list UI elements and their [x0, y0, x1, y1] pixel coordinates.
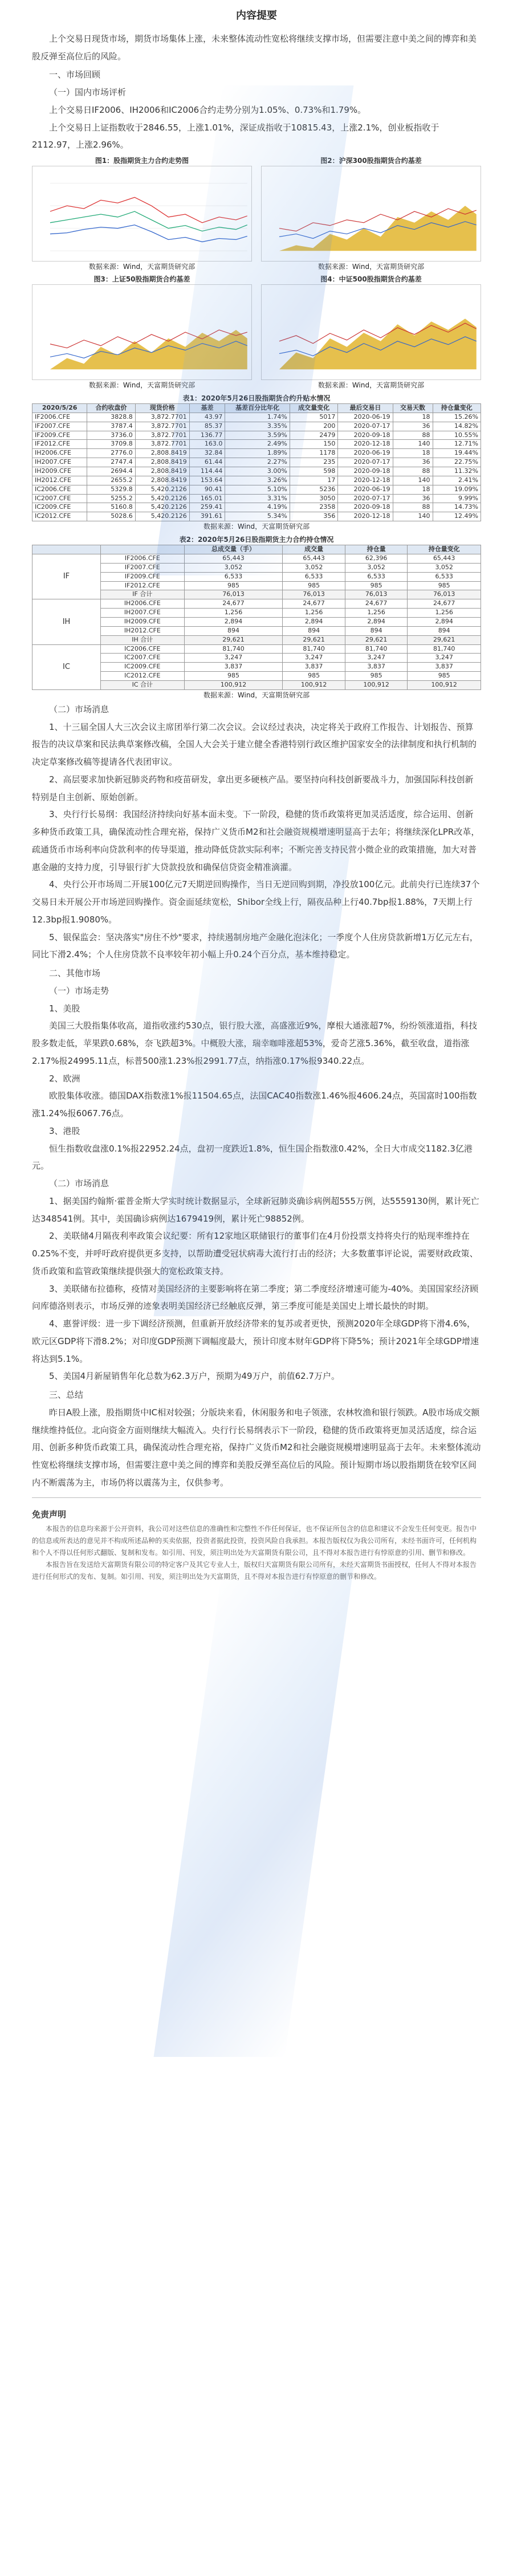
disclaimer-heading: 免责声明: [32, 1509, 67, 1520]
news-item: 2、美联储4月隔夜利率政策会议纪要：所有12家地区联储银行的董事们在4月份投票支持将央行的贴现率维持在0.25%不变，并呼吁政府提供更多支持，以帮助遭受冠状病毒大流行打击的经济；大多数董事评论说，需要财政政策、货币政策和监管政策继续提供强大的宽松政策支持。: [32, 1231, 478, 1276]
table-cell: IF2007.CFE: [101, 563, 185, 572]
table-cell: IH2007.CFE: [32, 458, 87, 467]
table-cell: 150: [290, 440, 337, 449]
review-paragraph: 上个交易日上证指数收于2846.55，上涨1.01%，深证成指收于10815.43，上涨2.1%，创业板指收于2112.97，上涨2.96%。: [32, 122, 439, 150]
table-cell: 61.44: [189, 458, 225, 467]
table-cell: 114.44: [189, 467, 225, 476]
column-header: 基差: [189, 404, 225, 413]
table-cell: 5028.6: [87, 512, 135, 521]
table-cell: 3709.8: [87, 440, 135, 449]
table-cell: 3050: [290, 494, 337, 503]
table-cell: 1,256: [184, 609, 283, 618]
table-cell: 6,533: [345, 572, 408, 581]
subsection-heading: （一）市场走势: [49, 985, 109, 996]
table-cell: 259.41: [189, 503, 225, 512]
table-cell: 985: [345, 672, 408, 681]
table-cell: IH2012.CFE: [32, 476, 87, 485]
table-cell: 3,837: [345, 663, 408, 672]
figure-source: 数据来源：Wind，天富期货研究部: [88, 381, 196, 389]
table-cell: 4.19%: [225, 503, 290, 512]
column-header: 交易天数: [393, 404, 433, 413]
table-header-row: [32, 545, 481, 554]
table-cell: IF 合计: [101, 590, 185, 599]
table-cell: 29,621: [184, 635, 283, 644]
table-cell: 6,533: [408, 572, 481, 581]
table-cell: 81,740: [283, 644, 345, 654]
table-cell: 3,872.7701: [135, 431, 189, 440]
market-paragraph: 美国三大股指集体收高，道指收涨约530点，银行股大涨，高盛涨近9%，摩根大通涨超7%，纷纷领涨道指，科技股多数走低，苹果跌0.68%，奈飞跌超3%。中概股大涨，瑞幸咖啡涨超53%，爱奇艺涨5.36%，截至收盘，道指涨2.17%报24995.11点，标普500涨1.23%报2991.77点，纳指涨0.17%报9340.22点。: [32, 1020, 478, 1066]
table-cell: 3736.0: [87, 431, 135, 440]
table-cell: 88: [393, 503, 433, 512]
table-cell: 2020-09-18: [338, 503, 393, 512]
table-cell: 3.35%: [225, 422, 290, 431]
table-cell: IC2009.CFE: [101, 663, 185, 672]
table-cell: 43.97: [189, 413, 225, 422]
news-item: 4、央行公开市场周二开展100亿元7天期逆回购操作，当日无逆回购到期，净投放100亿元。此前央行已连续37个交易日未开展公开市场逆回购操作。资金面延续宽松，Shibor全线上行，隔夜品种上行40.7bp报1.88%，7天期上行12.3bp报1.9080%。: [32, 879, 480, 925]
column-header: 2020/5/26: [32, 404, 87, 413]
basis-chart: [32, 284, 252, 380]
table-cell: 2,808.8419: [135, 449, 189, 458]
table-cell: 32.84: [189, 449, 225, 458]
figure-title: 图3：上证50股指期货合约基差: [93, 275, 190, 284]
column-header: 持仓量变化: [433, 404, 481, 413]
table-cell: 165.01: [189, 494, 225, 503]
table-cell: 3.59%: [225, 431, 290, 440]
table-cell: 11.32%: [433, 467, 481, 476]
table-cell: 2020-12-18: [338, 440, 393, 449]
table-cell: 1.74%: [225, 413, 290, 422]
group-cell: IH: [32, 599, 101, 644]
table-cell: 9.99%: [433, 494, 481, 503]
table-cell: 6,533: [184, 572, 283, 581]
table-cell: 153.64: [189, 476, 225, 485]
column-header: 成交量变化: [290, 404, 337, 413]
table-cell: IH2007.CFE: [101, 609, 185, 618]
table-cell: 17: [290, 476, 337, 485]
table-cell: 3,052: [184, 563, 283, 572]
table-cell: 5.34%: [225, 512, 290, 521]
table-cell: 5,420.2126: [135, 494, 189, 503]
table-row: [32, 485, 481, 494]
table-cell: 65,443: [408, 554, 481, 564]
table-cell: 90.41: [189, 485, 225, 494]
table-cell: 235: [290, 458, 337, 467]
table-cell: 5,420.2126: [135, 512, 189, 521]
table-cell: 3.26%: [225, 476, 290, 485]
table-cell: IF2006.CFE: [101, 554, 185, 564]
table-cell: 985: [408, 672, 481, 681]
table-cell: 2.49%: [225, 440, 290, 449]
basis-chart: [261, 166, 481, 262]
table-cell: 24,677: [408, 599, 481, 609]
figure-title: 图1：股指期货主力合约走势图: [95, 157, 189, 165]
basis-table: [32, 403, 481, 521]
column-header: 最后交易日: [338, 404, 393, 413]
column-header: 基差百分比年化: [225, 404, 290, 413]
table-cell: 65,443: [184, 554, 283, 564]
market-paragraph: 恒生指数收盘涨0.1%报22952.24点，盘初一度跌近1.8%，恒生国企指数涨0.42%，全日大市成交1182.3亿港元。: [32, 1143, 473, 1171]
summary-text: 上个交易日现货市场，期货市场集体上涨，未来整体流动性宽松将继续支撑市场，但需要注意中美之间的博弈和美股反弹至高位后的风险。: [32, 33, 477, 62]
table-cell: IF2007.CFE: [32, 422, 87, 431]
table-cell: 1,256: [408, 609, 481, 618]
figure-2: [261, 156, 481, 272]
table-cell: IF2009.CFE: [32, 431, 87, 440]
figure-source: 数据来源：Wind，天富期货研究部: [88, 262, 196, 271]
table-cell: 76,013: [184, 590, 283, 599]
table-cell: 65,443: [283, 554, 345, 564]
table-cell: IH 合计: [101, 635, 185, 644]
table-cell: IC2006.CFE: [32, 485, 87, 494]
table-cell: IC2007.CFE: [101, 654, 185, 663]
table-cell: IH2012.CFE: [101, 626, 185, 635]
column-header: 持仓量: [345, 545, 408, 554]
table-row: [32, 503, 481, 512]
table-cell: 3,247: [283, 654, 345, 663]
table-cell: IC 合计: [101, 680, 185, 689]
table-cell: 2,894: [184, 618, 283, 627]
section-heading: 三、总结: [49, 1390, 84, 1401]
table-cell: 985: [283, 581, 345, 590]
table-row: [32, 467, 481, 476]
table-cell: 3.00%: [225, 467, 290, 476]
table-cell: 2020-06-19: [338, 485, 393, 494]
table-cell: 15.26%: [433, 413, 481, 422]
table-cell: 12.49%: [433, 512, 481, 521]
table-cell: 100,912: [184, 680, 283, 689]
table-cell: 3,837: [283, 663, 345, 672]
table-cell: IC2006.CFE: [101, 644, 185, 654]
table-cell: 2,894: [408, 618, 481, 627]
table-cell: 100,912: [283, 680, 345, 689]
figure-title: 图4：中证500股指期货合约基差: [320, 275, 422, 284]
table-cell: 24,677: [345, 599, 408, 609]
column-header: 成交量: [283, 545, 345, 554]
table-cell: 14.73%: [433, 503, 481, 512]
column-header: 现货价格: [135, 404, 189, 413]
divider: [32, 1497, 481, 1498]
watermark: [154, 1567, 354, 2057]
table-row: [32, 554, 481, 564]
table-cell: IH2006.CFE: [101, 599, 185, 609]
table-cell: 894: [184, 626, 283, 635]
table-cell: 3,837: [184, 663, 283, 672]
table-cell: 18: [393, 485, 433, 494]
news-item: 3、美联储布拉德称，疫情对美国经济的主要影响将在第二季度；第二季度经济增速可能为-40%。美国国家经济顾问库德洛则表示，市场反弹的迹象表明美国经济已经触底反弹，第三季度可能是美国史上增长最快的时期。: [32, 1283, 479, 1312]
table-cell: 36: [393, 458, 433, 467]
table-cell: 894: [283, 626, 345, 635]
table-cell: 3,052: [283, 563, 345, 572]
basis-chart: [261, 284, 481, 380]
table-cell: IF2012.CFE: [101, 581, 185, 590]
table-cell: 2,808.8419: [135, 458, 189, 467]
table-cell: 3,052: [345, 563, 408, 572]
table-cell: 29,621: [283, 635, 345, 644]
table-cell: 5160.8: [87, 503, 135, 512]
table-cell: IH2009.CFE: [101, 618, 185, 627]
news-item: 5、银保监会：坚决落实"房住不炒"要求，持续遏制房地产金融化泡沫化；一季度个人住房贷款新增1万亿元左右，同比下滑2.4%；个人住房贷款不良率较年初小幅上升0.24个百分点，基本维持稳定。: [32, 932, 478, 960]
table-cell: 22.75%: [433, 458, 481, 467]
table-row: [32, 599, 481, 609]
table-cell: 2,808.8419: [135, 467, 189, 476]
figure-3: [32, 275, 252, 391]
table-source: 数据来源：Wind，天富期货研究部: [203, 522, 310, 531]
table-cell: 81,740: [345, 644, 408, 654]
table-cell: 985: [184, 581, 283, 590]
table-cell: 14.82%: [433, 422, 481, 431]
subsection-heading: （二）市场消息: [49, 704, 109, 715]
table-cell: 62,396: [345, 554, 408, 564]
table-cell: 2020-06-19: [338, 449, 393, 458]
table-cell: 2020-09-18: [338, 431, 393, 440]
table-cell: 3,837: [408, 663, 481, 672]
news-item: 1、十三届全国人大三次会议主席团举行第二次会议。会议经过表决，决定将关于政府工作报告、计划报告、预算报告的决议草案和民法典草案修改稿，全国人大会关于建立健全香港特别行政区维护国家安全的法律制度和执行机制的决定草案修改稿等提请各代表团审议。: [32, 721, 477, 768]
market-heading: 2、欧洲: [49, 1073, 80, 1084]
review-paragraph: 上个交易日IF2006、IH2006和IC2006合约走势分别为1.05%、0.73%和1.79%。: [49, 104, 367, 115]
news-item: 5、美国4月新屋销售年化总数为62.3万户，预期为49万户，前值62.7万户。: [49, 1371, 340, 1382]
table-cell: 985: [184, 672, 283, 681]
table-cell: 2.41%: [433, 476, 481, 485]
table-cell: 12.71%: [433, 440, 481, 449]
table-cell: 19.44%: [433, 449, 481, 458]
table-cell: 2020-12-18: [338, 476, 393, 485]
column-header: 持仓量变化: [408, 545, 481, 554]
table-cell: IH2006.CFE: [32, 449, 87, 458]
table-cell: 2,894: [283, 618, 345, 627]
table-cell: IH2009.CFE: [32, 467, 87, 476]
table-cell: 88: [393, 431, 433, 440]
table-cell: 19.09%: [433, 485, 481, 494]
table-cell: 36: [393, 422, 433, 431]
table-cell: 76,013: [345, 590, 408, 599]
table-cell: 5017: [290, 413, 337, 422]
table-cell: 985: [408, 581, 481, 590]
column-header: [101, 545, 185, 554]
figure-title: 图2：沪深300股指期货合约基差: [320, 157, 422, 165]
table-row: [32, 422, 481, 431]
table-cell: 3,247: [184, 654, 283, 663]
table-cell: 5,420.2126: [135, 503, 189, 512]
table-cell: 2358: [290, 503, 337, 512]
table-cell: 1,256: [345, 609, 408, 618]
section-heading: 一、市场回顾: [49, 70, 101, 80]
table-cell: 18: [393, 449, 433, 458]
table-cell: 85.37: [189, 422, 225, 431]
table-cell: 3787.4: [87, 422, 135, 431]
disclaimer-text: 本报告的信息均来源于公开资料，我公司对这些信息的准确性和完整性不作任何保证，也不保证所包含的信息和建议不会发生任何变更。报告中的信息或所表达的意见并不构成所述品种的买卖依据，投资者据此投资，投资风险自我承担。本报告版权仅为我公司所有，未经书面许可，任何机构和个人不得以任何形式翻版、复制和发布。如引用、刊发，须注明出处为天富期货有限公司，且不得对本报告进行有悖原意的引用、删节和修改。: [32, 1525, 477, 1557]
table-row: [32, 644, 481, 654]
table-cell: 356: [290, 512, 337, 521]
table-cell: 985: [345, 581, 408, 590]
table-cell: 3828.8: [87, 413, 135, 422]
group-cell: IC: [32, 644, 101, 689]
table-cell: 2.27%: [225, 458, 290, 467]
section-heading: 二、其他市场: [49, 968, 101, 979]
figure-source: 数据来源：Wind，天富期货研究部: [317, 381, 425, 389]
table-cell: IC2012.CFE: [101, 672, 185, 681]
column-header: [32, 545, 101, 554]
table-cell: 985: [283, 672, 345, 681]
table-cell: 3,872.7701: [135, 422, 189, 431]
table-cell: 163.0: [189, 440, 225, 449]
table-cell: IF2009.CFE: [101, 572, 185, 581]
table-cell: 2655.2: [87, 476, 135, 485]
table-cell: 3,872.7701: [135, 413, 189, 422]
table-cell: 3.31%: [225, 494, 290, 503]
table-cell: 5329.8: [87, 485, 135, 494]
table-header-row: [32, 404, 481, 413]
figure-1: [32, 156, 252, 272]
table-cell: 2694.4: [87, 467, 135, 476]
table-cell: 140: [393, 476, 433, 485]
table-row: [32, 512, 481, 521]
table-cell: 29,621: [345, 635, 408, 644]
table-row: [32, 494, 481, 503]
table-cell: 2776.0: [87, 449, 135, 458]
table-cell: 3,247: [345, 654, 408, 663]
disclaimer-text: 本报告旨在发送给天富期货有限公司的特定客户及其它专业人士，版权归天富期货有限公司所有，未经天富期货书面授权，任何人不得对本报告进行任何形式的发布、复制。如引用、刊发，须注明出处为天富期货，且不得对本报告进行有悖原意的删节和修改。: [32, 1561, 477, 1581]
table-cell: 391.61: [189, 512, 225, 521]
table-cell: IF2006.CFE: [32, 413, 87, 422]
subsection-heading: （二）市场消息: [49, 1178, 109, 1189]
table-cell: 2020-06-19: [338, 413, 393, 422]
table-cell: 5.10%: [225, 485, 290, 494]
table-cell: 1.89%: [225, 449, 290, 458]
news-item: 1、据美国约翰斯·霍普金斯大学实时统计数据显示，全球新冠肺炎确诊病例超555万例，达5559130例，累计死亡达348541例。其中，美国确诊病例达1679419例，累计死亡98852例。: [32, 1195, 479, 1224]
table-cell: 3,052: [408, 563, 481, 572]
table-cell: 6,533: [283, 572, 345, 581]
table-cell: 2747.4: [87, 458, 135, 467]
table-cell: 10.55%: [433, 431, 481, 440]
table-title: 表1：2020年5月26日股指期货合约升贴水情况: [182, 394, 331, 403]
group-cell: IF: [32, 554, 101, 599]
table-cell: 5236: [290, 485, 337, 494]
table-cell: 76,013: [408, 590, 481, 599]
table-cell: 1178: [290, 449, 337, 458]
table-cell: 100,912: [408, 680, 481, 689]
table-cell: 24,677: [184, 599, 283, 609]
table-cell: 88: [393, 467, 433, 476]
table-row: [32, 449, 481, 458]
table-cell: 1,256: [283, 609, 345, 618]
figure-4: [261, 275, 481, 391]
figure-source: 数据来源：Wind，天富期货研究部: [317, 262, 425, 271]
table-cell: 29,621: [408, 635, 481, 644]
table-cell: 81,740: [408, 644, 481, 654]
table-cell: 2020-09-18: [338, 467, 393, 476]
table-source: 数据来源：Wind，天富期货研究部: [203, 691, 310, 699]
table-cell: 2,894: [345, 618, 408, 627]
table-cell: 598: [290, 467, 337, 476]
table-row: [32, 413, 481, 422]
news-item: 3、央行行长易纲：我国经济持续向好基本面未变。下一阶段，稳健的货币政策将更加灵活适度，综合运用、创新多种货币政策工具，确保流动性合理充裕，保持广义货币M2和社会融资规模增速明显高于去年；将继续深化LPR改革，疏通货币市场利率向贷款利率的传导渠道，推动降低贷款实际利率；不断完善支持民营小微企业的政策措施，加大对普惠金融的支持力度，引导银行扩大贷款投放和确保信贷资金精准滴灌。: [32, 809, 480, 872]
news-item: 4、惠誉评级：进一步下调经济预测，但重新开放经济带来的复苏或者更快，预测2020年全球GDP将下滑4.6%，欧元区GDP将下滑8.2%；对印度GDP预测下调幅度最大，预计印度本财年GDP将下降5%；预计2021年全球GDP增速将达到5.1%。: [32, 1318, 479, 1364]
table-cell: 5,420.2126: [135, 485, 189, 494]
table-row: [32, 458, 481, 467]
table-cell: 76,013: [283, 590, 345, 599]
position-table: [32, 545, 481, 690]
table-cell: 3,247: [408, 654, 481, 663]
table-row: [32, 476, 481, 485]
table-cell: IC2012.CFE: [32, 512, 87, 521]
table-cell: 3,872.7701: [135, 440, 189, 449]
page-title: 内容提要: [236, 10, 277, 22]
table-cell: 2020-07-17: [338, 458, 393, 467]
market-heading: 1、美股: [49, 1003, 80, 1014]
table-cell: 2479: [290, 431, 337, 440]
table-cell: 140: [393, 512, 433, 521]
table-cell: IC2009.CFE: [32, 503, 87, 512]
summary-paragraph: 昨日A股上涨，股指期货中IC相对较强；分版块来看，休闲服务和电子领涨，农林牧渔和银行领跌。A股市场成交额继续维持低位。北向资金方面则继续大幅流入。央行行长易纲表示下一阶段，稳健的货币政策将更加灵活适度，综合运用、创新多种货币政策工具，确保流动性合理充裕，保持广义货币M2和社会融资规模增速明显高于去年。未来整体流动性宽松将继续支撑市场，但需要注意中美之间的博弈和美股反弹至高位后的风险。预计短期市场以股指期货在较窄区间内不断震荡为主，市场仍将以震荡为主，仅供参考。: [32, 1407, 481, 1488]
table-cell: IF2012.CFE: [32, 440, 87, 449]
table-cell: IC2007.CFE: [32, 494, 87, 503]
trend-chart: [32, 166, 252, 262]
table-cell: 140: [393, 440, 433, 449]
table-cell: 2020-12-18: [338, 512, 393, 521]
table-cell: 894: [345, 626, 408, 635]
column-header: 总成交量（手）: [184, 545, 283, 554]
table-cell: 2020-07-17: [338, 422, 393, 431]
column-header: 合约收盘价: [87, 404, 135, 413]
table-cell: 2,808.8419: [135, 476, 189, 485]
table-cell: 5255.2: [87, 494, 135, 503]
table-cell: 36: [393, 494, 433, 503]
table-cell: 24,677: [283, 599, 345, 609]
table-cell: 81,740: [184, 644, 283, 654]
table-cell: 18: [393, 413, 433, 422]
table-row: [32, 440, 481, 449]
table-cell: 100,912: [345, 680, 408, 689]
table-row: [32, 431, 481, 440]
market-paragraph: 欧股集体收涨。德国DAX指数涨1%报11504.65点，法国CAC40指数涨1.46%报4606.24点，英国富时100指数涨1.24%报6067.76点。: [32, 1091, 477, 1119]
subsection-heading: （一）国内市场评析: [49, 87, 127, 98]
table-cell: 200: [290, 422, 337, 431]
table-cell: 894: [408, 626, 481, 635]
news-item: 2、高层要求加快新冠肺炎药物和疫苗研发，拿出更多硬核产品。要坚持向科技创新要战斗力，加强国际科技创新特别是自主创新、原始创新。: [32, 774, 474, 802]
market-heading: 3、港股: [49, 1125, 80, 1136]
table-cell: 2020-07-17: [338, 494, 393, 503]
table-cell: 136.77: [189, 431, 225, 440]
table-title: 表2：2020年5月26日股指期货主力合约持仓情况: [179, 536, 334, 544]
